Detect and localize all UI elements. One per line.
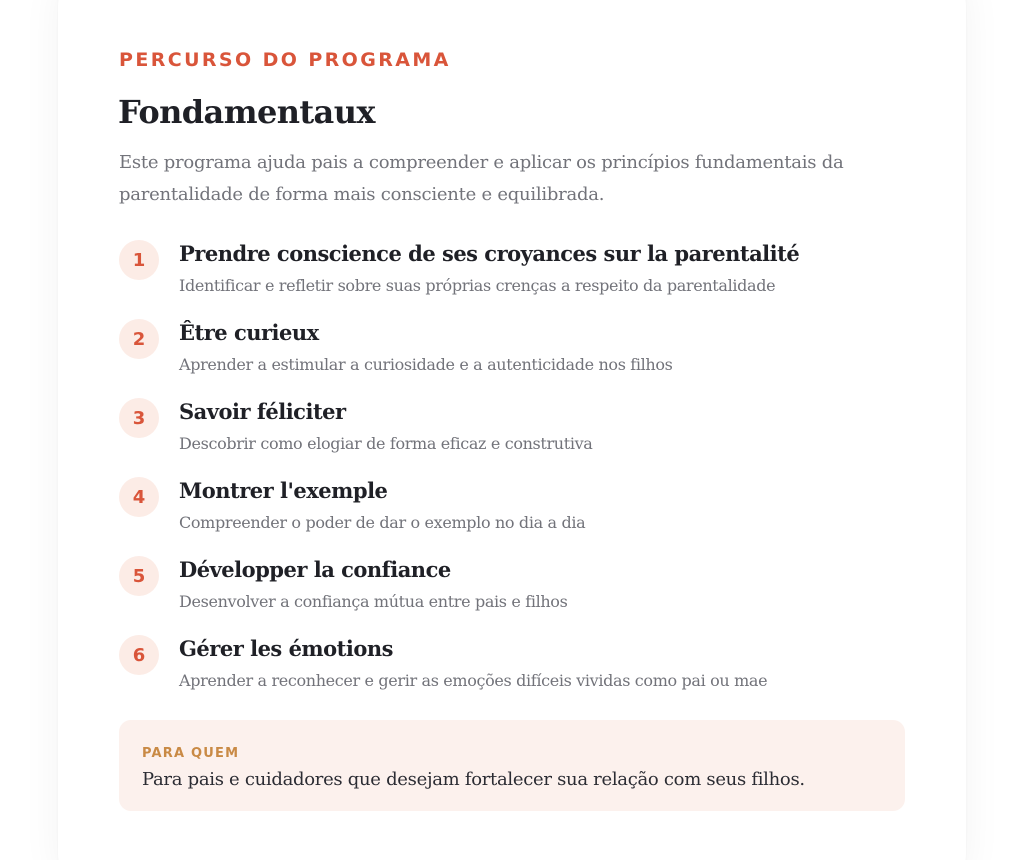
step-number-badge: 4 bbox=[119, 477, 159, 517]
step-description: Descobrir como elogiar de forma eficaz e construtiva bbox=[179, 434, 593, 453]
step-number-badge: 6 bbox=[119, 635, 159, 675]
section-eyebrow: PERCURSO DO PROGRAMA bbox=[119, 49, 451, 71]
audience-text: Para pais e cuidadores que desejam fortalecer sua relação com seus filhos. bbox=[142, 769, 805, 790]
step-title: Développer la confiance bbox=[179, 557, 451, 582]
step-title: Montrer l'exemple bbox=[179, 478, 388, 503]
step-title: Gérer les émotions bbox=[179, 636, 393, 661]
program-intro: Este programa ajuda pais a compreender e aplicar os princípios fundamentais da parentalidade de forma mais consciente e equilibrada. bbox=[119, 152, 844, 205]
step-title: Être curieux bbox=[179, 320, 319, 345]
step-number-badge: 2 bbox=[119, 319, 159, 359]
step-description: Identificar e refletir sobre suas próprias crenças a respeito da parentalidade bbox=[179, 276, 776, 295]
step-number-badge: 3 bbox=[119, 398, 159, 438]
step-number-badge: 5 bbox=[119, 556, 159, 596]
audience-label: PARA QUEM bbox=[142, 746, 240, 761]
step-title: Prendre conscience de ses croyances sur la parentalité bbox=[179, 241, 800, 266]
step-description: Compreender o poder de dar o exemplo no dia a dia bbox=[179, 513, 586, 532]
audience-callout bbox=[119, 720, 905, 811]
step-description: Aprender a estimular a curiosidade e a autenticidade nos filhos bbox=[179, 355, 673, 374]
step-title: Savoir féliciter bbox=[179, 399, 346, 424]
step-description: Desenvolver a confiança mútua entre pais e filhos bbox=[179, 592, 568, 611]
step-number-badge: 1 bbox=[119, 240, 159, 280]
step-description: Aprender a reconhecer e gerir as emoções difíceis vividas como pai ou mae bbox=[179, 671, 768, 690]
program-title: Fondamentaux bbox=[118, 93, 375, 131]
